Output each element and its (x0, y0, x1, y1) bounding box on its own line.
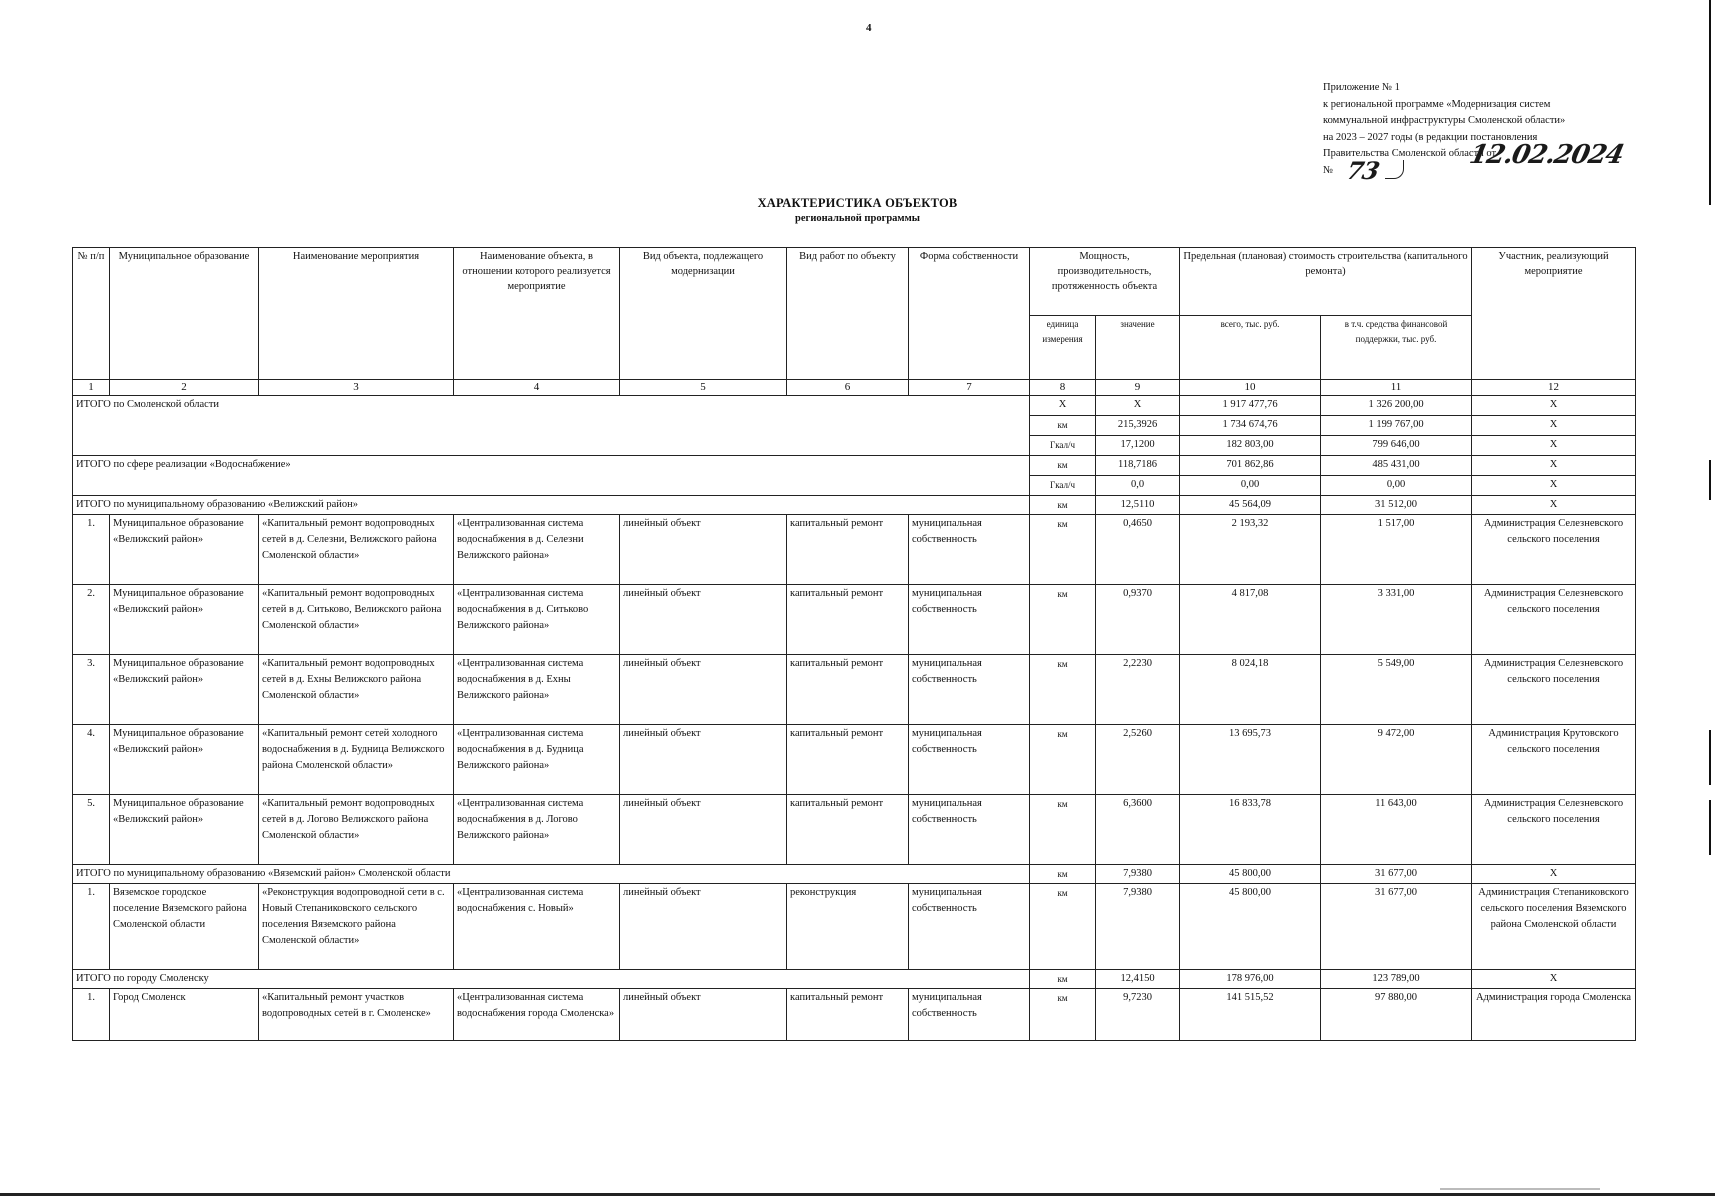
header-cost: Предельная (плановая) стоимость строительства (капитального ремонта) (1180, 248, 1472, 316)
column-number: 7 (909, 380, 1030, 396)
cell-value: 0,9370 (1096, 585, 1180, 655)
cell-ownership: муниципальная собственность (909, 585, 1030, 655)
cell-support: 1 326 200,00 (1321, 396, 1472, 416)
cell-unit: км (1030, 416, 1096, 436)
cell-value: 7,9380 (1096, 865, 1180, 884)
cell-participant: Администрация Селезневского сельского поселения (1472, 655, 1636, 725)
cell-value: 0,0 (1096, 476, 1180, 496)
cell-participant: Х (1472, 970, 1636, 989)
cell-object-type: линейный объект (620, 655, 787, 725)
cell-object: «Централизованная система водоснабжения в д. Селезни Велижского района» (454, 515, 620, 585)
cell-unit: км (1030, 456, 1096, 476)
appendix-line: Приложение № 1 (1323, 82, 1400, 93)
cell-total: 45 800,00 (1180, 865, 1321, 884)
cell-total: 16 833,78 (1180, 795, 1321, 865)
header-object: Наименование объекта, в отношении которого реализуется мероприятие (454, 248, 620, 380)
cell-unit: Гкал/ч (1030, 476, 1096, 496)
cell-participant: Администрация Селезневского сельского поселения (1472, 515, 1636, 585)
cell-total: 0,00 (1180, 476, 1321, 496)
cell-work-type: капитальный ремонт (787, 655, 909, 725)
cell-ownership: муниципальная собственность (909, 989, 1030, 1041)
cell-total: 2 193,32 (1180, 515, 1321, 585)
cell-support: 9 472,00 (1321, 725, 1472, 795)
cell-object: «Централизованная система водоснабжения в д. Ехны Велижского района» (454, 655, 620, 725)
cell-participant: Администрация Степаниковского сельского поселения Вяземского района Смоленской области (1472, 884, 1636, 970)
total-vyazma-label: ИТОГО по муниципальному образованию «Вяземский район» Смоленской области (73, 865, 1030, 884)
cell-object: «Централизованная система водоснабжения города Смоленска» (454, 989, 620, 1041)
cell-unit: км (1030, 725, 1096, 795)
appendix-number-prefix: № (1323, 164, 1334, 176)
cell-value: 17,1200 (1096, 436, 1180, 456)
cell-unit: км (1030, 795, 1096, 865)
cell-participant: Администрация Крутовского сельского поселения (1472, 725, 1636, 795)
cell-num: 3. (73, 655, 110, 725)
scan-artifact (1440, 1188, 1600, 1190)
cell-support: 1 199 767,00 (1321, 416, 1472, 436)
scan-mark (1709, 800, 1711, 855)
cell-ownership: муниципальная собственность (909, 515, 1030, 585)
cell-num: 1. (73, 989, 110, 1041)
total-water-label: ИТОГО по сфере реализации «Водоснабжение» (73, 456, 1030, 496)
header-capacity: Мощность, производительность, протяженность объекта (1030, 248, 1180, 316)
cell-object-type: линейный объект (620, 884, 787, 970)
document-subtitle: региональной программы (795, 213, 920, 224)
cell-municipality: Вяземское городское поселение Вяземского района Смоленской области (110, 884, 259, 970)
cell-total: 4 817,08 (1180, 585, 1321, 655)
cell-object-type: линейный объект (620, 989, 787, 1041)
cell-value: 6,3600 (1096, 795, 1180, 865)
table-row (73, 884, 1636, 970)
cell-municipality: Город Смоленск (110, 989, 259, 1041)
cell-event: «Капитальный ремонт сетей холодного водоснабжения в д. Будница Велижского района Смоленской области» (259, 725, 454, 795)
cell-total: 45 564,09 (1180, 496, 1321, 515)
cell-municipality: Муниципальное образование «Велижский район» (110, 795, 259, 865)
column-number: 1 (73, 380, 110, 396)
header-work-type: Вид работ по объекту (787, 248, 909, 380)
total-smolensk-row (73, 970, 1636, 989)
table-row (73, 655, 1636, 725)
cell-support: 11 643,00 (1321, 795, 1472, 865)
cell-num: 1. (73, 515, 110, 585)
cell-value: 12,4150 (1096, 970, 1180, 989)
cell-participant: Администрация Селезневского сельского поселения (1472, 585, 1636, 655)
cell-value: 215,3926 (1096, 416, 1180, 436)
cell-num: 1. (73, 884, 110, 970)
cell-unit: км (1030, 655, 1096, 725)
header-object-type: Вид объекта, подлежащего модернизации (620, 248, 787, 380)
cell-unit: км (1030, 496, 1096, 515)
column-number: 3 (259, 380, 454, 396)
cell-object: «Централизованная система водоснабжения в д. Будница Велижского района» (454, 725, 620, 795)
cell-support: 97 880,00 (1321, 989, 1472, 1041)
cell-event: «Капитальный ремонт участков водопроводных сетей в г. Смоленске» (259, 989, 454, 1041)
cell-unit: Х (1030, 396, 1096, 416)
scan-mark (1709, 460, 1711, 500)
cell-unit: км (1030, 970, 1096, 989)
cell-participant: Администрация города Смоленска (1472, 989, 1636, 1041)
header-cost-total: всего, тыс. руб. (1180, 316, 1321, 380)
header-unit: единица измерения (1030, 316, 1096, 380)
cell-value: 118,7186 (1096, 456, 1180, 476)
cell-total: 8 024,18 (1180, 655, 1321, 725)
total-region-row (73, 396, 1636, 416)
cell-municipality: Муниципальное образование «Велижский район» (110, 725, 259, 795)
total-velizh-row (73, 496, 1636, 515)
cell-ownership: муниципальная собственность (909, 884, 1030, 970)
cell-municipality: Муниципальное образование «Велижский район» (110, 655, 259, 725)
cell-total: 1 917 477,76 (1180, 396, 1321, 416)
cell-work-type: капитальный ремонт (787, 515, 909, 585)
document-title: ХАРАКТЕРИСТИКА ОБЪЕКТОВ (757, 196, 958, 210)
cell-event: «Капитальный ремонт водопроводных сетей в д. Селезни, Велижского района Смоленской области» (259, 515, 454, 585)
cell-support: 1 517,00 (1321, 515, 1472, 585)
cell-support: 799 646,00 (1321, 436, 1472, 456)
cell-municipality: Муниципальное образование «Велижский район» (110, 585, 259, 655)
cell-object: «Централизованная система водоснабжения в д. Логово Велижского района» (454, 795, 620, 865)
column-number: 8 (1030, 380, 1096, 396)
cell-object-type: линейный объект (620, 515, 787, 585)
cell-event: «Капитальный ремонт водопроводных сетей в д. Ситьково, Велижского района Смоленской области» (259, 585, 454, 655)
total-vyazma-row (73, 865, 1636, 884)
handwritten-date: 12.02.2024 (1466, 140, 1627, 170)
table-row (73, 725, 1636, 795)
scan-mark (1709, 730, 1711, 785)
cell-value: 0,4650 (1096, 515, 1180, 585)
cell-num: 4. (73, 725, 110, 795)
cell-unit: км (1030, 585, 1096, 655)
total-smolensk-label: ИТОГО по городу Смоленску (73, 970, 1030, 989)
total-velizh-label: ИТОГО по муниципальному образованию «Велижский район» (73, 496, 1030, 515)
column-number: 6 (787, 380, 909, 396)
total-region-label: ИТОГО по Смоленской области (73, 396, 1030, 456)
cell-participant: Х (1472, 416, 1636, 436)
table-row (73, 585, 1636, 655)
appendix-line: на 2023 – 2027 годы (в редакции постановления (1323, 131, 1538, 143)
cell-num: 2. (73, 585, 110, 655)
cell-unit: Гкал/ч (1030, 436, 1096, 456)
cell-support: 485 431,00 (1321, 456, 1472, 476)
cell-participant: Администрация Селезневского сельского поселения (1472, 795, 1636, 865)
cell-event: «Реконструкция водопроводной сети в с. Новый Степаниковского сельского поселения Вяземского района Смоленской области» (259, 884, 454, 970)
cell-event: «Капитальный ремонт водопроводных сетей в д. Ехны Велижского района Смоленской области» (259, 655, 454, 725)
scan-mark (1709, 0, 1711, 205)
cell-total: 182 803,00 (1180, 436, 1321, 456)
cell-support: 3 331,00 (1321, 585, 1472, 655)
cell-value: Х (1096, 396, 1180, 416)
cell-event: «Капитальный ремонт водопроводных сетей в д. Логово Велижского района Смоленской области» (259, 795, 454, 865)
cell-work-type: реконструкция (787, 884, 909, 970)
header-participant: Участник, реализующий мероприятие (1472, 248, 1636, 380)
cell-participant: Х (1472, 476, 1636, 496)
cell-work-type: капитальный ремонт (787, 585, 909, 655)
column-number: 11 (1321, 380, 1472, 396)
total-water-row (73, 456, 1636, 476)
cell-work-type: капитальный ремонт (787, 725, 909, 795)
cell-support: 0,00 (1321, 476, 1472, 496)
cell-ownership: муниципальная собственность (909, 795, 1030, 865)
cell-object: «Централизованная система водоснабжения с. Новый» (454, 884, 620, 970)
cell-value: 2,5260 (1096, 725, 1180, 795)
column-number: 9 (1096, 380, 1180, 396)
appendix-line: к региональной программе «Модернизация систем (1323, 98, 1551, 110)
cell-total: 13 695,73 (1180, 725, 1321, 795)
cell-ownership: муниципальная собственность (909, 655, 1030, 725)
column-number: 2 (110, 380, 259, 396)
cell-total: 701 862,86 (1180, 456, 1321, 476)
cell-support: 123 789,00 (1321, 970, 1472, 989)
header-value: значение (1096, 316, 1180, 380)
header-municipality: Муниципальное образование (110, 248, 259, 380)
cell-object-type: линейный объект (620, 585, 787, 655)
column-number-row (73, 380, 1636, 396)
cell-municipality: Муниципальное образование «Велижский район» (110, 515, 259, 585)
cell-total: 178 976,00 (1180, 970, 1321, 989)
column-number: 10 (1180, 380, 1321, 396)
cell-value: 12,5110 (1096, 496, 1180, 515)
cell-support: 31 512,00 (1321, 496, 1472, 515)
cell-ownership: муниципальная собственность (909, 725, 1030, 795)
page-bottom-edge (0, 1193, 1715, 1196)
cell-support: 31 677,00 (1321, 884, 1472, 970)
cell-unit: км (1030, 989, 1096, 1041)
cell-num: 5. (73, 795, 110, 865)
cell-unit: км (1030, 515, 1096, 585)
header-cost-support: в т.ч. средства финансовой поддержки, тыс. руб. (1321, 316, 1472, 380)
cell-value: 7,9380 (1096, 884, 1180, 970)
cell-support: 31 677,00 (1321, 865, 1472, 884)
cell-work-type: капитальный ремонт (787, 989, 909, 1041)
column-number: 12 (1472, 380, 1636, 396)
table-row (73, 515, 1636, 585)
cell-total: 45 800,00 (1180, 884, 1321, 970)
cell-value: 9,7230 (1096, 989, 1180, 1041)
cell-participant: Х (1472, 456, 1636, 476)
cell-participant: Х (1472, 396, 1636, 416)
cell-participant: Х (1472, 496, 1636, 515)
cell-value: 2,2230 (1096, 655, 1180, 725)
table-row (73, 795, 1636, 865)
handwritten-number: 73 (1343, 156, 1382, 185)
cell-total: 141 515,52 (1180, 989, 1321, 1041)
header-num: № п/п (73, 248, 110, 380)
column-number: 5 (620, 380, 787, 396)
header-ownership: Форма собственности (909, 248, 1030, 380)
appendix-line: Правительства Смоленской области от (1323, 148, 1497, 159)
header-row (73, 248, 1636, 316)
cell-participant: Х (1472, 436, 1636, 456)
cell-unit: км (1030, 884, 1096, 970)
cell-participant: Х (1472, 865, 1636, 884)
header-event: Наименование мероприятия (259, 248, 454, 380)
page-number: 4 (866, 22, 872, 34)
cell-total: 1 734 674,76 (1180, 416, 1321, 436)
cell-object: «Централизованная система водоснабжения в д. Ситьково Велижского района» (454, 585, 620, 655)
column-number: 4 (454, 380, 620, 396)
cell-object-type: линейный объект (620, 795, 787, 865)
objects-table (72, 247, 1636, 1041)
cell-object-type: линейный объект (620, 725, 787, 795)
cell-unit: км (1030, 865, 1096, 884)
appendix-line: коммунальной инфраструктуры Смоленской области» (1323, 115, 1566, 126)
table-row (73, 989, 1636, 1041)
cell-support: 5 549,00 (1321, 655, 1472, 725)
cell-work-type: капитальный ремонт (787, 795, 909, 865)
